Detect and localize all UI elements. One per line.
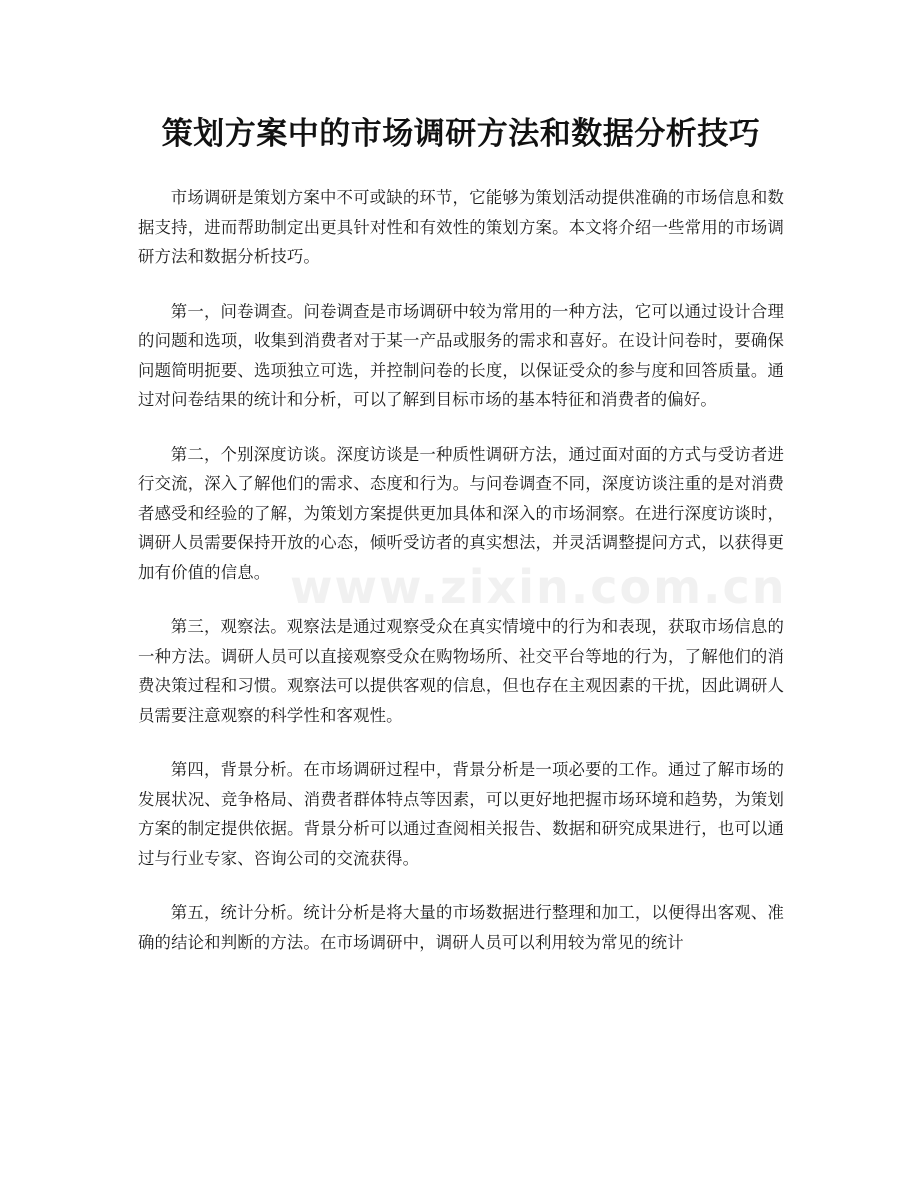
watermark-text: www.zixin.com.cn (290, 560, 787, 614)
paragraph-background-analysis: 第四，背景分析。在市场调研过程中，背景分析是一项必要的工作。通过了解市场的发展状况、竞争格局、消费者群体特点等因素，可以更好地把握市场环境和趋势，为策划方案的制定提供依据。背景分析可以通过查阅相关报告、数据和研究成果进行，也可以通过与行业专家、咨询公司的交流获得。 (138, 760, 784, 868)
paragraph-observation: 第三，观察法。观察法是通过观察受众在真实情境中的行为和表现，获取市场信息的一种方法。调研人员可以直接观察受众在购物场所、社交平台等地的行为，了解他们的消费决策过程和习惯。观察法可以提供客观的信息，但也存在主观因素的干扰，因此调研人员需要注意观察的科学性和客观性。 (138, 617, 784, 725)
document-title: 策划方案中的市场调研方法和数据分析技巧 (161, 116, 761, 152)
paragraph-questionnaire: 第一，问卷调查。问卷调查是市场调研中较为常用的一种方法，它可以通过设计合理的问题和选项，收集到消费者对于某一产品或服务的需求和喜好。在设计问卷时，要确保问题简明扼要、选项独立可选，并控制问卷的长度，以保证受众的参与度和回答质量。通过对问卷结果的统计和分析，可以了解到目标市场的基本特征和消费者的偏好。 (138, 301, 784, 409)
paragraph-intro: 市场调研是策划方案中不可或缺的环节，它能够为策划活动提供准确的市场信息和数据支持，进而帮助制定出更具针对性和有效性的策划方案。本文将介绍一些常用的市场调研方法和数据分析技巧。 (138, 188, 784, 266)
document-body (138, 183, 787, 957)
paragraph-depth-interview: 第二，个别深度访谈。深度访谈是一种质性调研方法，通过面对面的方式与受访者进行交流，深入了解他们的需求、态度和行为。与问卷调查不同，深度访谈注重的是对消费者感受和经验的了解，为策划方案提供更加具体和深入的市场洞察。在进行深度访谈时，调研人员需要保持开放的心态，倾听受访者的真实想法，并灵活调整提问方式，以获得更加有价值的信息。 (138, 444, 784, 582)
paragraph-statistical-analysis: 第五，统计分析。统计分析是将大量的市场数据进行整理和加工，以便得出客观、准确的结论和判断的方法。在市场调研中，调研人员可以利用较为常见的统计 (138, 903, 784, 952)
